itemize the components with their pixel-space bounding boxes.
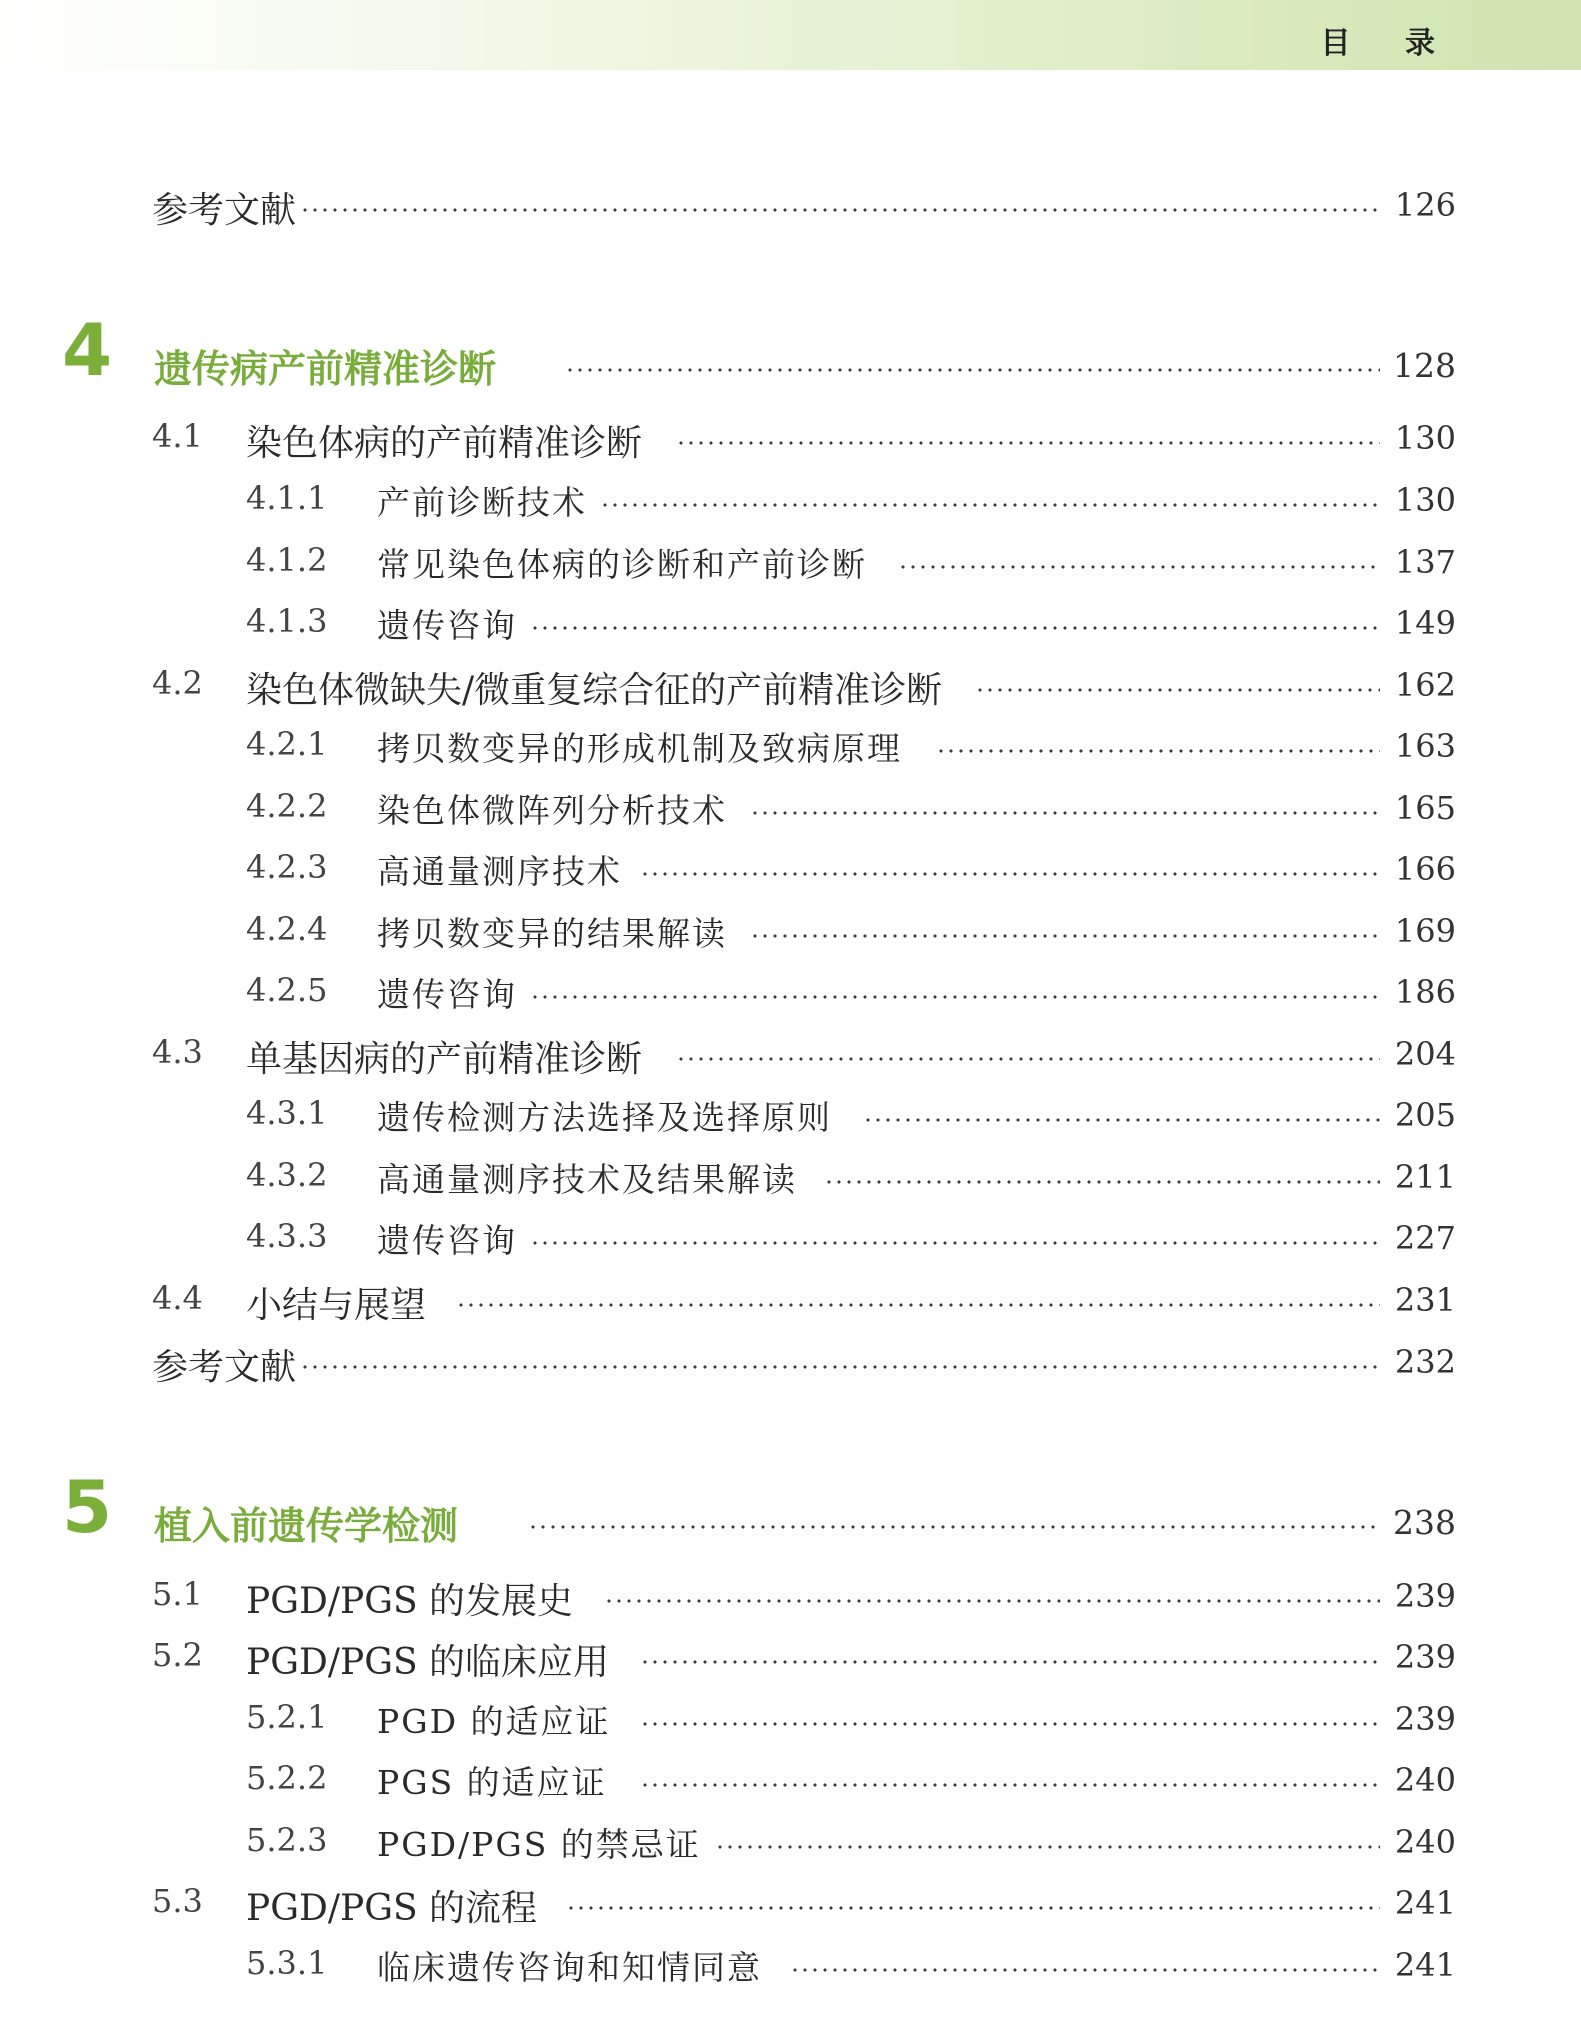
- page-number: 130: [1394, 419, 1456, 457]
- section-number: 4.4: [152, 1279, 203, 1317]
- leader-dots: [863, 1115, 1380, 1125]
- entry-title: 单基因病的产前精准诊断: [246, 1039, 643, 1080]
- entry-title: PGS 的适应证: [377, 1763, 607, 1802]
- section-number: 4.2.1: [246, 725, 328, 763]
- page-number: 227: [1394, 1219, 1456, 1257]
- page-number: 241: [1394, 1884, 1456, 1922]
- section-number: 5.3: [152, 1882, 203, 1920]
- page-number: 130: [1394, 481, 1456, 519]
- section-number: 4.3: [152, 1033, 203, 1071]
- leader-dots: [676, 1054, 1380, 1064]
- entry-title: PGD 的适应证: [377, 1702, 611, 1741]
- chapter-number: 4: [62, 308, 113, 392]
- section-number: 4.3.2: [246, 1156, 328, 1194]
- page-number: 149: [1394, 604, 1456, 642]
- page-number: 241: [1394, 1946, 1456, 1984]
- entry-title: 染色体微缺失/微重复综合征的产前精准诊断: [246, 670, 943, 711]
- page-number: 240: [1394, 1761, 1456, 1799]
- leader-dots: [530, 992, 1380, 1002]
- page-number: 240: [1394, 1823, 1456, 1861]
- leader-dots: [790, 1965, 1380, 1975]
- leader-dots: [898, 562, 1380, 572]
- entry-title: 产前诊断技术: [377, 483, 587, 522]
- leader-dots: [604, 1596, 1380, 1606]
- section-number: 5.2.1: [246, 1698, 328, 1736]
- leader-dots: [975, 685, 1380, 695]
- leader-dots: [600, 500, 1380, 510]
- leader-dots: [530, 1238, 1380, 1248]
- page-number: 165: [1394, 789, 1456, 827]
- page-number: 204: [1394, 1035, 1456, 1073]
- leader-dots: [300, 205, 1380, 215]
- section-number: 4.1.1: [246, 479, 328, 517]
- entry-title: 高通量测序技术及结果解读: [377, 1160, 797, 1199]
- leader-dots: [750, 931, 1380, 941]
- entry-title: 遗传咨询: [377, 975, 517, 1014]
- section-number: 4.1.3: [246, 602, 328, 640]
- entry-title: 常见染色体病的诊断和产前诊断: [377, 545, 867, 584]
- leader-dots: [936, 746, 1380, 756]
- page-number: 169: [1394, 912, 1456, 950]
- section-title: 目 录: [1320, 26, 1457, 61]
- leader-dots: [456, 1300, 1380, 1310]
- page-number: 239: [1394, 1700, 1456, 1738]
- section-number: 4.3.1: [246, 1094, 328, 1132]
- page-number: 239: [1394, 1638, 1456, 1676]
- section-number: 4.2: [152, 664, 203, 702]
- section-number: 4.1: [152, 417, 203, 455]
- section-number: 4.1.2: [246, 541, 328, 579]
- entry-title: 临床遗传咨询和知情同意: [377, 1948, 762, 1987]
- section-number: 4.2.4: [246, 910, 328, 948]
- entry-title: PGD/PGS 的临床应用: [246, 1642, 610, 1683]
- leader-dots: [640, 1657, 1380, 1667]
- entry-title: 高通量测序技术: [377, 852, 622, 891]
- page-number: 163: [1394, 727, 1456, 765]
- entry-title: PGD/PGS 的发展史: [246, 1581, 574, 1622]
- page-number: 137: [1394, 543, 1456, 581]
- leader-dots: [565, 365, 1380, 375]
- page-number: 126: [1394, 186, 1456, 224]
- leader-dots: [530, 623, 1380, 633]
- entry-title: 小结与展望: [246, 1285, 427, 1326]
- entry-title: 拷贝数变异的结果解读: [377, 914, 727, 953]
- leader-dots: [528, 1522, 1380, 1532]
- page-number: 211: [1394, 1158, 1456, 1196]
- entry-title: 植入前遗传学检测: [154, 1504, 459, 1548]
- entry-title: 参考文献: [152, 190, 297, 231]
- page-number: 238: [1393, 1503, 1456, 1542]
- leader-dots: [640, 869, 1380, 879]
- page-number: 186: [1394, 973, 1456, 1011]
- page-number: 239: [1394, 1577, 1456, 1615]
- leader-dots: [640, 1780, 1380, 1790]
- entry-title: PGD/PGS 的流程: [246, 1888, 538, 1929]
- entry-title: 参考文献: [152, 1347, 297, 1388]
- page-number: 231: [1394, 1281, 1456, 1319]
- page-number: 166: [1394, 850, 1456, 888]
- entry-title: 染色体病的产前精准诊断: [246, 423, 643, 464]
- leader-dots: [750, 808, 1380, 818]
- leader-dots: [824, 1177, 1380, 1187]
- section-number: 5.2.2: [246, 1759, 328, 1797]
- section-number: 5.1: [152, 1575, 203, 1613]
- entry-title: PGD/PGS 的禁忌证: [377, 1825, 701, 1864]
- chapter-number: 5: [62, 1465, 113, 1549]
- page-number: 205: [1394, 1096, 1456, 1134]
- section-number: 5.2.3: [246, 1821, 328, 1859]
- leader-dots: [566, 1903, 1380, 1913]
- section-number: 5.3.1: [246, 1944, 328, 1982]
- section-number: 4.2.2: [246, 787, 328, 825]
- entry-title: 遗传咨询: [377, 606, 517, 645]
- leader-dots: [676, 438, 1380, 448]
- leader-dots: [640, 1719, 1380, 1729]
- page-number: 162: [1394, 666, 1456, 704]
- page-number: 128: [1393, 346, 1456, 385]
- section-number: 4.3.3: [246, 1217, 328, 1255]
- entry-title: 遗传检测方法选择及选择原则: [377, 1098, 832, 1137]
- section-number: 4.2.3: [246, 848, 328, 886]
- section-number: 4.2.5: [246, 971, 328, 1009]
- leader-dots: [300, 1362, 1380, 1372]
- leader-dots: [715, 1842, 1380, 1852]
- entry-title: 遗传咨询: [377, 1221, 517, 1260]
- section-number: 5.2: [152, 1636, 203, 1674]
- entry-title: 染色体微阵列分析技术: [377, 791, 727, 830]
- page-number: 232: [1394, 1343, 1456, 1381]
- entry-title: 拷贝数变异的形成机制及致病原理: [377, 729, 902, 768]
- entry-title: 遗传病产前精准诊断: [154, 347, 497, 391]
